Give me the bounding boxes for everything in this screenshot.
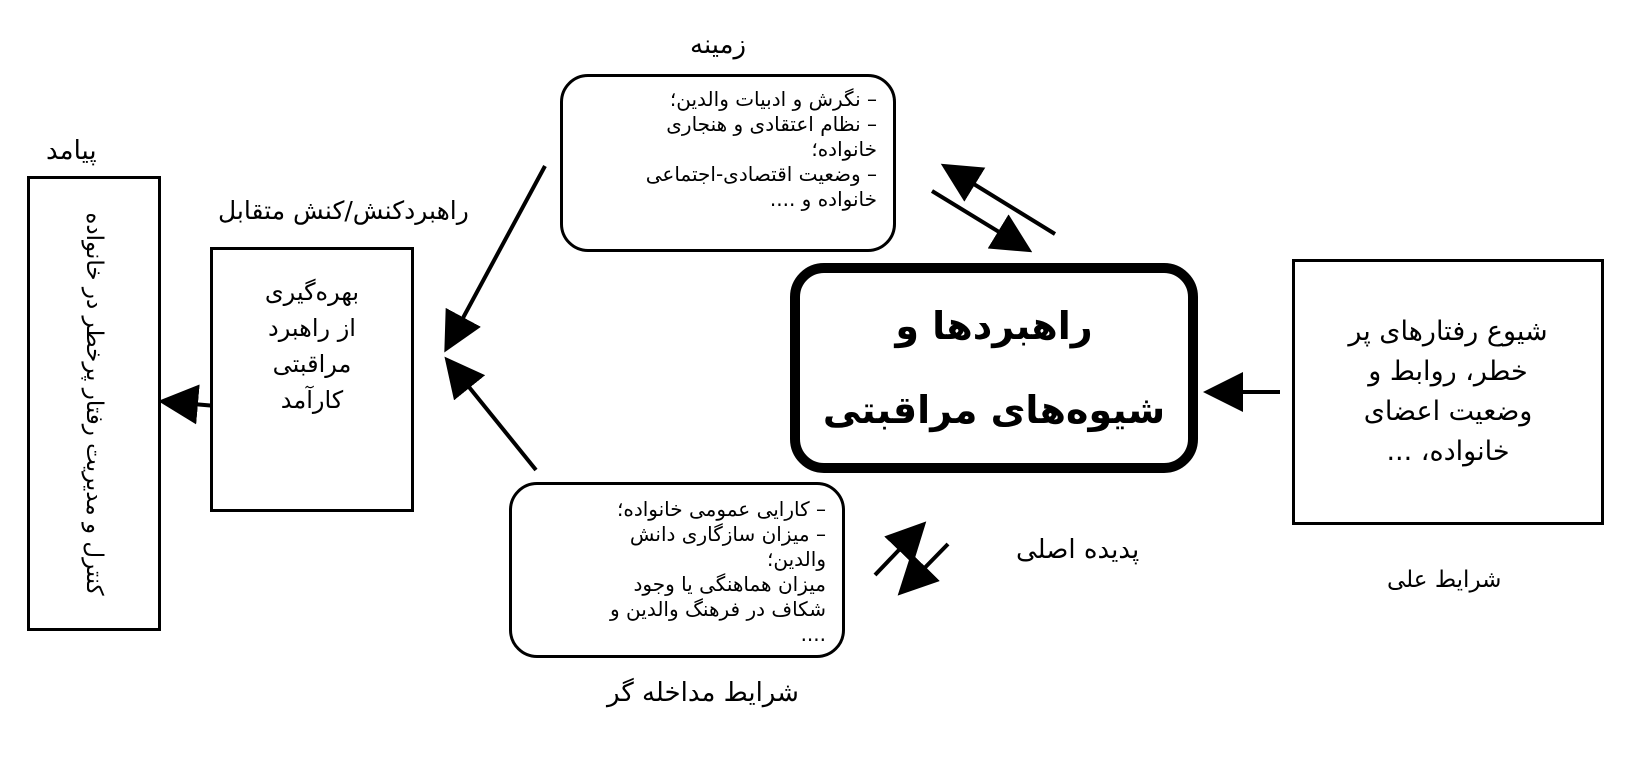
context-line: خانواده و ....	[769, 187, 877, 211]
arrow-context-to-strategy	[450, 166, 545, 342]
arrow-intervening-to-phenomenon	[875, 530, 918, 575]
intervening-line: ....	[800, 622, 826, 646]
arrow-context-to-phenomenon	[932, 191, 1022, 246]
strategy-text	[213, 250, 411, 418]
outcome-label: پیامد	[46, 136, 97, 166]
context-text	[563, 77, 893, 212]
phenomenon-box	[790, 263, 1198, 473]
context-line: – نگرش و ادبیات والدین؛	[669, 87, 877, 111]
strategy-line: مراقبتی	[272, 350, 352, 378]
context-line: – نظام اعتقادی و هنجاری	[666, 112, 877, 136]
arrow-phenomenon-to-context	[951, 170, 1055, 234]
causal-line: خطر، روابط و	[1368, 356, 1528, 387]
causal-text	[1348, 312, 1547, 472]
intervening-line: والدین؛	[767, 547, 826, 571]
strategy-line: بهره‌گیری	[264, 278, 360, 306]
strategy-box	[210, 247, 414, 512]
strategy-line: از راهبرد	[268, 314, 356, 342]
phenomenon-title-line: شیوه‌های مراقبتی	[822, 388, 1166, 432]
causal-line: وضعیت اعضای	[1363, 396, 1533, 427]
intervening-box	[509, 482, 845, 658]
strategy-label: راهبردکنش/کنش متقابل	[218, 196, 469, 225]
strategy-line: کارآمد	[280, 386, 344, 414]
causal-box	[1292, 259, 1604, 525]
causal-line: خانواده، ...	[1386, 436, 1510, 467]
intervening-line: شکاف در فرهنگ والدین و	[610, 597, 826, 621]
intervening-line: میزان هماهنگی یا وجود	[633, 572, 826, 596]
context-label: زمینه	[690, 30, 747, 60]
outcome-box	[27, 176, 161, 631]
context-line: – وضعیت اقتصادی-اجتماعی	[645, 162, 877, 186]
phenomenon-title-line: راهبردها و	[895, 304, 1093, 348]
context-box	[560, 74, 896, 252]
arrow-phenomenon-to-intervening	[906, 544, 948, 587]
intervening-label: شرایط مداخله گر	[607, 678, 799, 708]
intervening-line: – میزان سازگاری دانش	[629, 522, 826, 546]
arrow-intervening-to-strategy	[452, 366, 536, 470]
intervening-line: – کارایی عمومی خانواده؛	[616, 497, 826, 521]
intervening-text	[512, 485, 842, 647]
context-line: خانواده؛	[811, 137, 877, 161]
phenomenon-label: پدیده اصلی	[1016, 535, 1140, 565]
outcome-text: کنترل و مدیریت رفتار پرخطر در خانواده	[81, 211, 107, 596]
causal-line: شیوع رفتارهای پر	[1348, 316, 1548, 347]
causal-label: شرایط علی	[1387, 567, 1502, 593]
